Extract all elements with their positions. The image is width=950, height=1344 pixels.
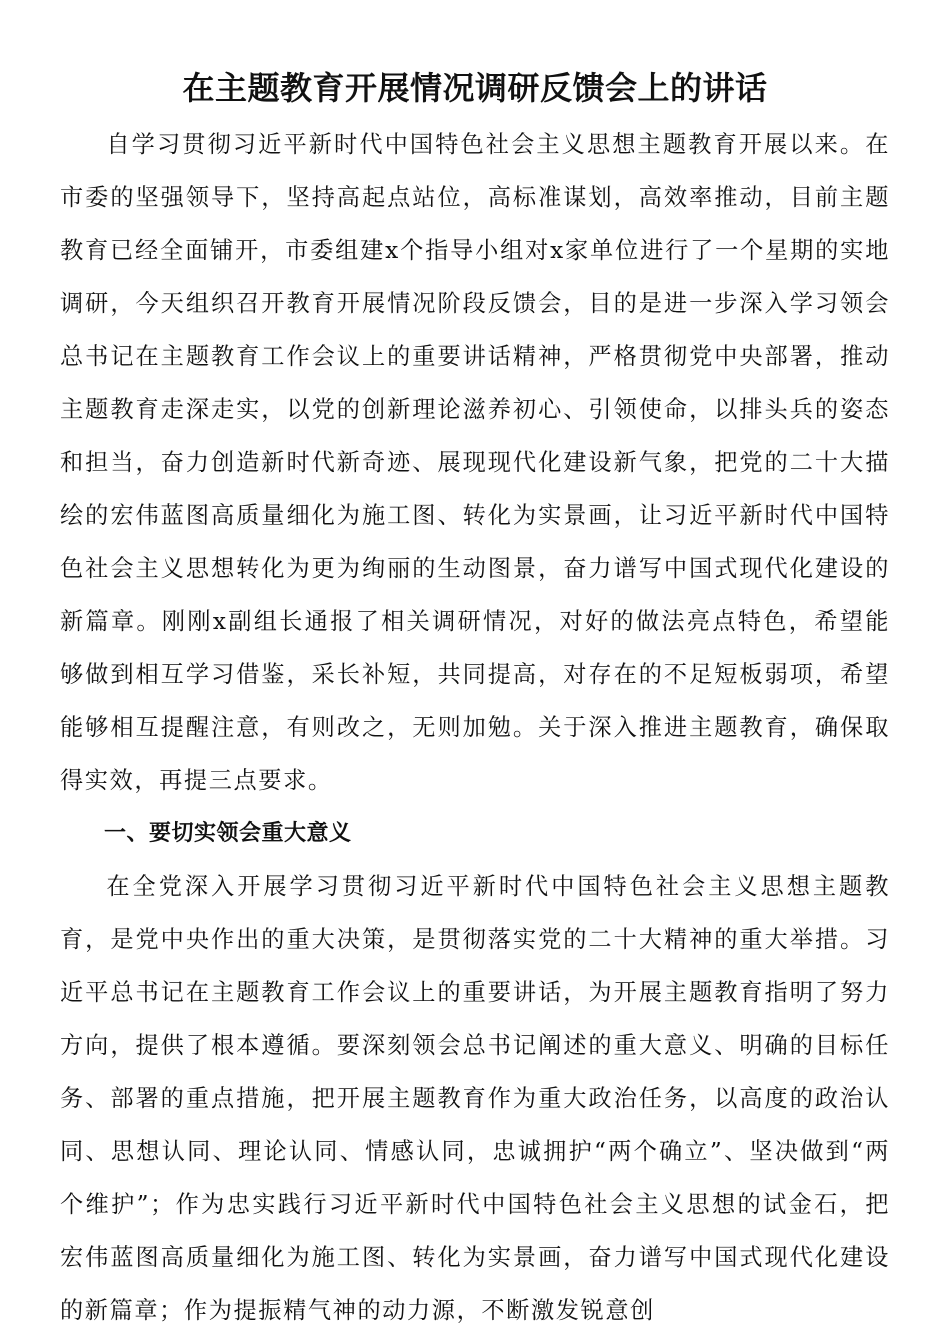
intro-paragraph: 自学习贯彻习近平新时代中国特色社会主义思想主题教育开展以来。在市委的坚强领导下，坚持高起点站位，高标准谋划，高效率推动，目前主题教育已经全面铺开，市委组建x个指导小组对x家单位进行了一个星期的实地调研，今天组织召开教育开展情况阶段反馈会，目的是进一步深入学习领会总书记在主题教育工作会议上的重要讲话精神，严格贯彻党中央部署，推动主题教育走深走实，以党的创新理论滋养初心、引领使命，以排头兵的姿态和担当，奋力创造新时代新奇迹、展现现代化建设新气象，把党的二十大描绘的宏伟蓝图高质量细化为施工图、转化为实景画，让习近平新时代中国特色社会主义思想转化为更为绚丽的生动图景，奋力谱写中国式现代化建设的新篇章。刚刚x副组长通报了相关调研情况，对好的做法亮点特色，希望能够做到相互学习借鉴，采长补短，共同提高，对存在的不足短板弱项，希望能够相互提醒注意，有则改之，无则加勉。关于深入推进主题教育，确保取得实效，再提三点要求。 xyxy=(60,131,890,794)
section-1-paragraph: 在全党深入开展学习贯彻习近平新时代中国特色社会主义思想主题教育，是党中央作出的重大决策，是贯彻落实党的二十大精神的重大举措。习近平总书记在主题教育工作会议上的重要讲话，为开展主题教育指明了努力方向，提供了根本遵循。要深刻领会总书记阐述的重大意义、明确的目标任务、部署的重点措施，把开展主题教育作为重大政治任务，以高度的政治认同、思想认同、理论认同、情感认同，忠诚拥护“两个确立”、坚决做到“两个维护”；作为忠实践行习近平新时代中国特色社会主义思想的试金石，把宏伟蓝图高质量细化为施工图、转化为实景画，奋力谱写中国式现代化建设的新篇章；作为提振精气神的动力源，不断激发锐意创 xyxy=(60,873,890,1324)
section-1-heading: 一、要切实领会重大意义 xyxy=(104,821,352,846)
document-title: 在主题教育开展情况调研反馈会上的讲话 xyxy=(182,69,768,107)
document-page xyxy=(60,62,890,1337)
